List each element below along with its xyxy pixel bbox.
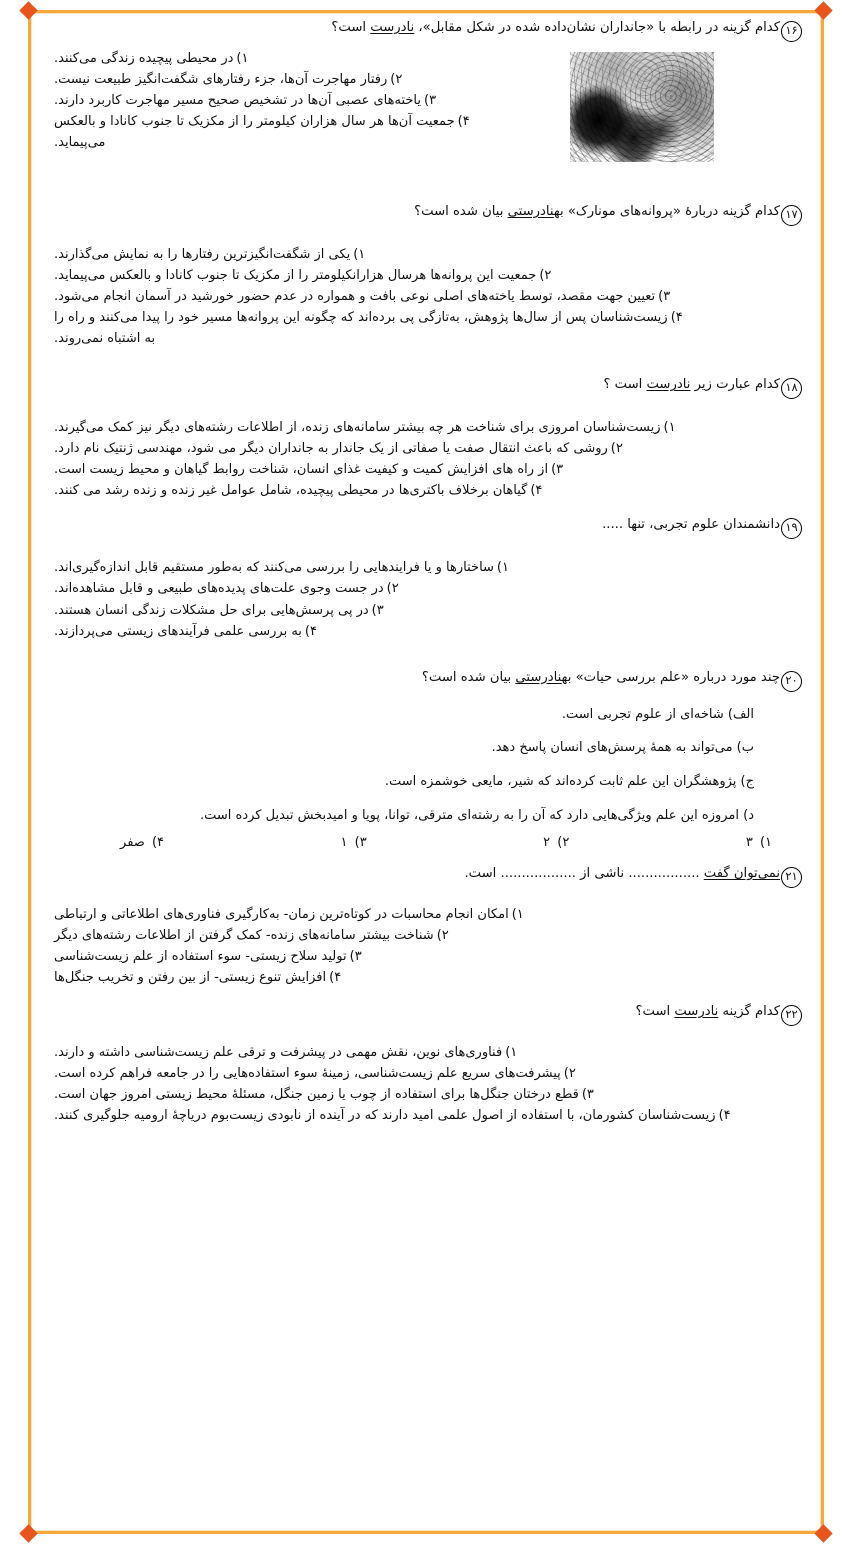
choice-item[interactable] <box>50 621 802 642</box>
question-21-number: ۲۱ <box>781 867 802 888</box>
choice-item[interactable] <box>50 438 802 459</box>
choice-text: شناخت بیشتر سامانه‌های زنده- کمک گرفتن از اطلاعات رشته‌های دیگر <box>54 927 434 943</box>
choice-text: روشی که باعث انتقال صفت یا صفاتی از یک جاندار به جانداران دیگر می شود، مهندسی ژنتیک نام دارد. <box>54 441 608 457</box>
choice-text: ۱ <box>340 834 348 850</box>
choice-marker: ۱) <box>353 247 366 262</box>
choice-marker: ۳) <box>354 834 367 850</box>
choice-marker: ۱) <box>236 51 249 66</box>
question-16-stem-post: است؟ <box>331 20 371 35</box>
question-18 <box>50 375 802 501</box>
question-16-number: ۱۶ <box>781 21 802 42</box>
choice-text: ۳ <box>745 834 753 850</box>
question-20-sub-item-jim: ج) پژوهشگران این علم ثابت کرده‌اند که شیر، مایعی خوشمزه است. <box>384 774 754 790</box>
choice-marker: ۳) <box>658 289 671 305</box>
choice-text: امکان انجام محاسبات در کوتاه‌ترین زمان- به‌کارگیری فناوری‌های اطلاعاتی و ارتباطی <box>54 906 509 922</box>
choice-marker: ۳) <box>551 462 564 478</box>
choice-marker: ۱) <box>663 420 676 436</box>
question-21 <box>50 864 802 988</box>
choice-item[interactable] <box>50 417 802 438</box>
choice-marker: ۴) <box>718 1108 731 1124</box>
question-18-stem <box>50 375 802 399</box>
choice-marker: ۲) <box>386 581 399 597</box>
choice-item[interactable] <box>50 265 802 286</box>
question-19-number: ۱۹ <box>781 518 802 539</box>
monarch-butterfly-swarm-image <box>570 52 714 162</box>
choice-item[interactable] <box>50 925 802 946</box>
question-22-stem-pre: کدام گزینه <box>718 1003 780 1019</box>
question-19-stem <box>50 515 802 539</box>
choice-item[interactable] <box>50 904 802 925</box>
question-22-number: ۲۲ <box>781 1005 802 1026</box>
corner-diamond-top-left-icon <box>19 1 37 19</box>
choice-marker: ۳) <box>581 1087 594 1103</box>
choice-text: تعیین جهت مقصد، توسط یاخته‌های اصلی نوعی بافت و همواره در عدم حضور خورشید در آسمان انجام می‌شود. <box>54 289 656 305</box>
question-22-stem-post: است؟ <box>635 1003 675 1019</box>
question-17-choices <box>50 244 802 349</box>
question-20 <box>50 668 802 850</box>
choice-marker: ۲) <box>610 441 623 457</box>
choice-marker: ۳) <box>349 948 362 964</box>
question-16-stem <box>50 18 802 42</box>
choice-text: از راه های افزایش کمیت و کیفیت غذای انسان، شناخت روابط گیاهان و محیط زیست است. <box>54 462 549 478</box>
choice-item[interactable] <box>50 1063 802 1084</box>
choice-marker: ۴) <box>329 969 342 985</box>
choice-text: جمعیت این پروانه‌ها هرسال هزارانکیلومتر را از مکزیک تا جنوب کانادا و بالعکس می‌پیماید. <box>54 268 537 284</box>
question-21-stem <box>50 864 802 888</box>
question-18-stem-post: است ؟ <box>603 377 647 393</box>
choice-item[interactable] <box>50 286 802 307</box>
question-18-stem-keyword: نادرست <box>646 377 691 393</box>
question-20-number: ۲۰ <box>781 671 802 692</box>
choice-item[interactable] <box>341 835 367 850</box>
question-22-stem <box>50 1002 802 1026</box>
choice-marker: ۱) <box>496 560 509 576</box>
question-21-stem-keyword: نمی‌توان گفت <box>703 865 780 881</box>
choice-marker: ۲) <box>557 834 570 850</box>
question-17-stem-keyword: نادرستی <box>507 204 554 219</box>
question-16-figure-row <box>50 48 802 176</box>
choice-text: در محیطی پیچیده زندگی می‌کنند. <box>54 51 234 66</box>
choice-item[interactable] <box>50 244 802 265</box>
choice-marker: ۲) <box>436 927 449 943</box>
choice-marker: ۲) <box>539 268 552 284</box>
choice-text: جمعیت آن‌ها هر سال هزاران کیلومتر را از مکزیک تا جنوب کانادا و بالعکس می‌پیماید. <box>54 114 455 151</box>
choice-text: تولید سلاح زیستی- سوء استفاده از علم زیست‌شناسی <box>54 948 347 964</box>
question-20-sub-item-dal: د) امروزه این علم ویژگی‌هایی دارد که آن را به رشته‌ای مترقی، توانا، پویا و امیدبخش تبدیل کرده است. <box>200 808 754 823</box>
question-19-stem-pre: دانشمندان علوم تجربی، تنها ..... <box>602 517 780 533</box>
choice-text: زیست‌شناسان کشورمان، با استفاده از اصول علمی امید دارند که در آینده از نابودی زیست‌بوم دریاچهٔ ارومیه جلوگیری کنند. <box>54 1108 716 1124</box>
question-17-stem-post: بیان شده است؟ <box>414 204 508 219</box>
choice-item[interactable] <box>50 557 802 578</box>
choice-marker: ۳) <box>424 93 437 109</box>
question-22-choices <box>50 1042 802 1126</box>
question-20-choices <box>50 827 802 850</box>
question-18-number: ۱۸ <box>781 378 802 399</box>
choice-marker: ۲) <box>563 1066 576 1082</box>
choice-marker: ۴) <box>151 834 165 850</box>
choice-text: در جست وجوی علت‌های پدیده‌های طبیعی و قابل مشاهده‌اند. <box>54 581 384 597</box>
choice-marker: ۴) <box>457 114 470 130</box>
choice-marker: ۴) <box>670 310 683 326</box>
question-19 <box>50 515 802 641</box>
question-17 <box>50 202 802 349</box>
choice-text: زیست‌شناسان پس از سال‌ها پژوهش، به‌تازگی پی برده‌اند که چگونه این پروانه‌ها مسیر خود را پیدا می‌کنند و راه را به اشتباه نمی‌روند. <box>54 310 668 347</box>
choice-item[interactable] <box>50 578 802 599</box>
question-20-stem-pre: چند مورد درباره «علم بررسی حیات» به <box>561 669 780 685</box>
choice-marker: ۱) <box>505 1044 518 1060</box>
choice-item[interactable] <box>50 307 694 349</box>
question-17-stem-pre: کدام گزینه دربارهٔ «پروانه‌های مونارک» به <box>553 204 780 219</box>
choice-text: فناوری‌های نوین، نقش مهمی در پیشرفت و ترقی علم زیست‌شناسی داشته و دارند. <box>54 1044 503 1060</box>
choice-item[interactable] <box>50 946 802 967</box>
question-18-stem-pre: کدام عبارت زیر <box>690 377 780 393</box>
choice-marker: ۳) <box>371 602 384 618</box>
choice-item[interactable] <box>50 1042 802 1063</box>
choice-text: ساختارها و یا فرایندهایی را بررسی می‌کنند که به‌طور مستقیم قابل اندازه‌گیری‌اند. <box>54 560 494 576</box>
choice-text: افزایش تنوع زیستی- از بین رفتن و تخریب جنگل‌ها <box>54 969 327 985</box>
question-22 <box>50 1002 802 1126</box>
question-16 <box>50 18 802 176</box>
choice-item[interactable] <box>50 480 802 501</box>
question-20-sub-item-be: ب) می‌تواند به همهٔ پرسش‌های انسان پاسخ دهد. <box>491 740 754 756</box>
question-20-stem <box>50 668 802 692</box>
corner-diamond-bottom-left-icon <box>19 1524 37 1542</box>
choice-text: پیشرفت‌های سریع علم زیست‌شناسی، زمینهٔ سوء استفاده‌هایی را در جامعه فراهم کرده است. <box>54 1066 561 1082</box>
question-17-number: ۱۷ <box>781 205 802 226</box>
choice-item[interactable] <box>120 835 164 850</box>
choice-text: یاخته‌های عصبی آن‌ها در تشخیص صحیح مسیر مهاجرت کاربرد دارند. <box>54 93 422 109</box>
choice-text: صفر <box>120 834 145 850</box>
choice-marker: ۴) <box>304 623 317 639</box>
choice-text: در پی پرسش‌هایی برای حل مشکلات زندگی انسان هستند. <box>54 602 369 618</box>
question-21-choices <box>50 904 802 988</box>
choice-item[interactable] <box>543 835 569 850</box>
choice-text: یکی از شگفت‌انگیزترین رفتارها را به نمایش می‌گذارند. <box>54 247 351 262</box>
choice-item[interactable] <box>746 835 772 850</box>
choice-marker: ۱) <box>759 834 772 850</box>
choice-marker: ۲) <box>390 72 403 88</box>
question-16-stem-keyword: نادرست <box>370 20 415 35</box>
choice-marker: ۴) <box>530 483 543 499</box>
question-18-choices <box>50 417 802 501</box>
choice-text: به بررسی علمی فرآیندهای زیستی می‌پردازند. <box>54 623 302 639</box>
choice-item[interactable] <box>50 600 802 621</box>
corner-diamond-bottom-right-icon <box>814 1524 832 1542</box>
choice-item[interactable] <box>50 459 802 480</box>
question-20-stem-keyword: نادرستی <box>515 669 562 685</box>
exam-sheet <box>40 14 812 1526</box>
choice-text: رفتار مهاجرت آن‌ها، جزء رفتارهای شگفت‌انگیز طبیعت نیست. <box>54 72 388 88</box>
choice-text: قطع درختان جنگل‌ها برای استفاده از چوب یا زمین جنگل، مسئلهٔ محیط زیستی امروز جهان است. <box>54 1087 579 1103</box>
choice-item[interactable] <box>50 967 802 988</box>
choice-marker: ۱) <box>511 906 524 922</box>
question-21-stem-post: ................. ناشی از .................. است. <box>464 865 704 881</box>
question-22-stem-keyword: نادرست <box>674 1003 719 1019</box>
question-16-stem-pre: کدام گزینه در رابطه با «جانداران نشان‌داده شده در شکل مقابل»، <box>414 20 780 35</box>
corner-diamond-top-right-icon <box>814 1 832 19</box>
question-20-sub-item-alef: الف) شاخه‌ای از علوم تجربی است. <box>561 706 754 722</box>
choice-text: ۲ <box>543 834 551 850</box>
choice-item[interactable] <box>50 1084 802 1105</box>
question-17-stem <box>50 202 802 226</box>
question-19-choices <box>50 557 802 641</box>
choice-item[interactable] <box>50 111 524 153</box>
choice-item[interactable] <box>50 1105 754 1126</box>
question-20-stem-post: بیان شده است؟ <box>421 669 516 685</box>
choice-text: زیست‌شناسان امروزی برای شناخت هر چه بیشتر سامانه‌های زنده، از اطلاعات رشته‌های دیگر نیز کمک می‌گیرند. <box>54 420 661 436</box>
choice-text: گیاهان برخلاف باکتری‌ها در محیطی پیچیده، شامل عوامل غیر زنده و زنده رشد می کنند. <box>54 483 528 499</box>
